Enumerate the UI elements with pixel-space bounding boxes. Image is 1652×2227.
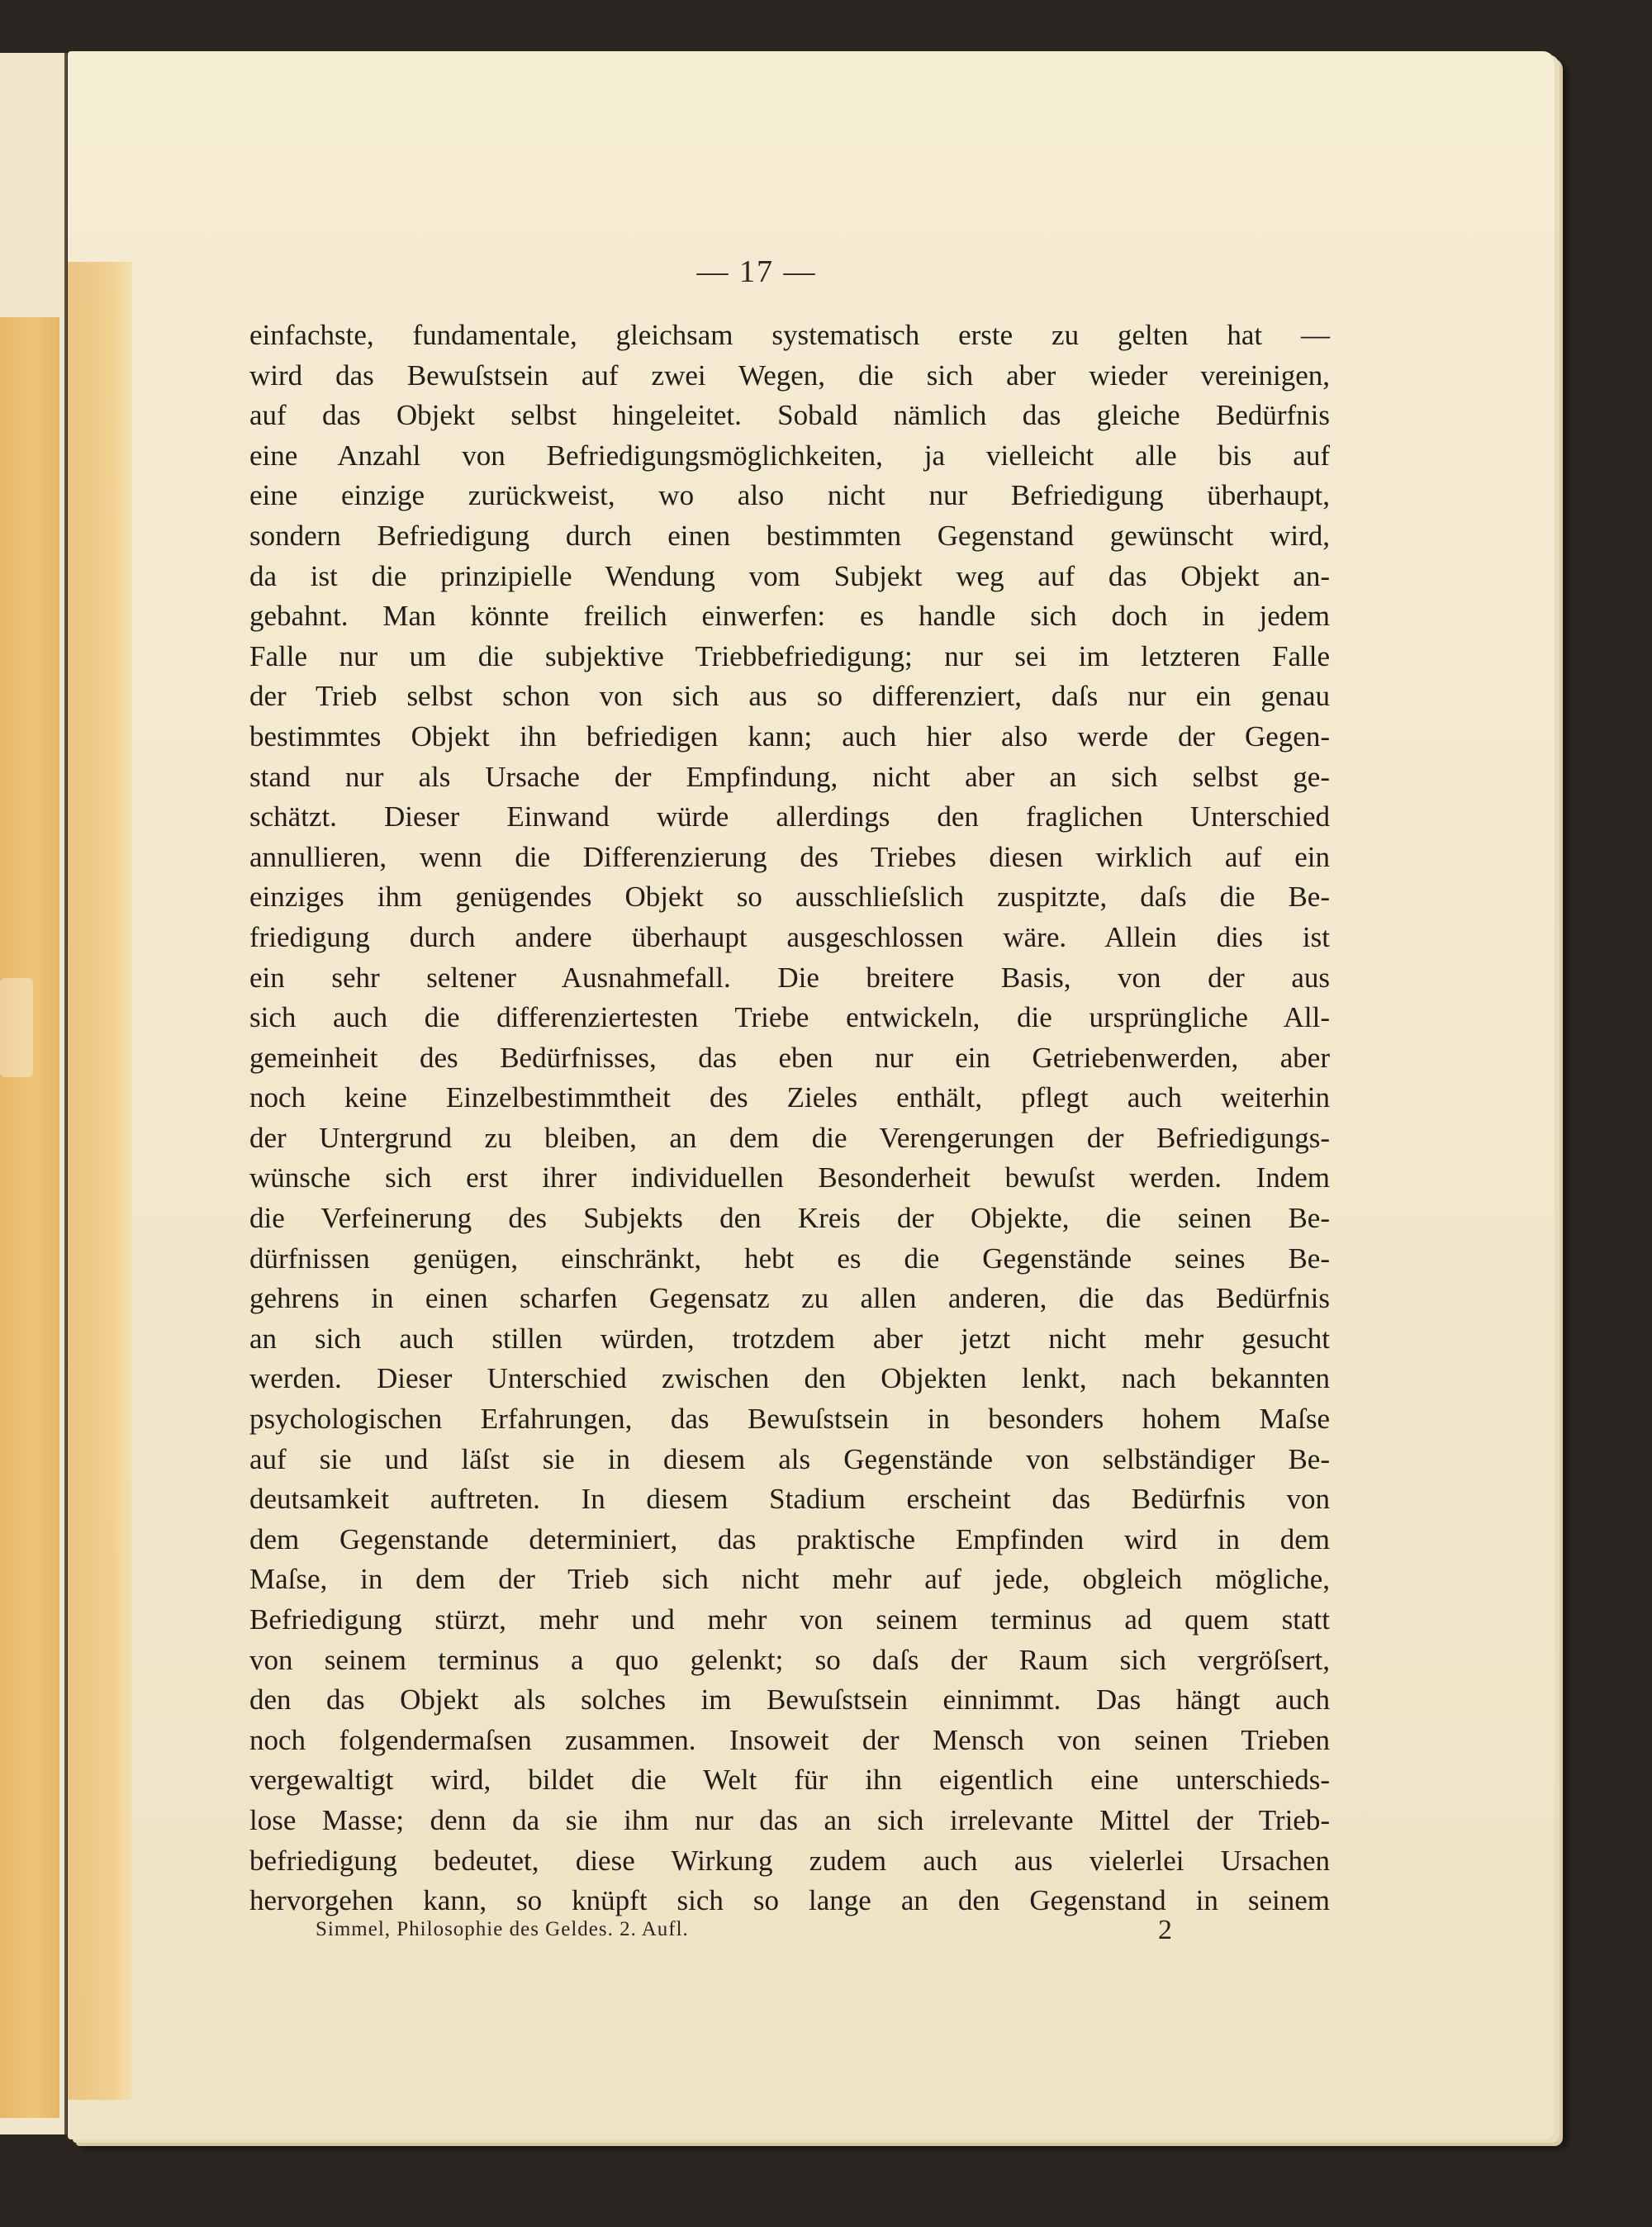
body-text	[249, 316, 1330, 1921]
text-line: Befriedigung stürzt, mehr und mehr von seinem terminus ad quem statt	[249, 1603, 1330, 1636]
text-line: da ist die prinzipielle Wendung vom Subjekt weg auf das Objekt an-	[249, 559, 1330, 592]
book-page	[68, 51, 1555, 2139]
text-line: Maſse, in dem der Trieb sich nicht mehr auf jede, obgleich mögliche,	[249, 1563, 1330, 1596]
text-line: hervorgehen kann, so knüpft sich so lange an den Gegenstand in seinem	[249, 1884, 1330, 1917]
text-line: gemeinheit des Bedürfnisses, das eben nur ein Getriebenwerden, aber	[249, 1041, 1330, 1074]
text-line: befriedigung bedeutet, diese Wirkung zudem auch aus vielerlei Ursachen	[249, 1844, 1330, 1877]
text-line: stand nur als Ursache der Empfindung, nicht aber an sich selbst ge-	[249, 760, 1330, 793]
text-line: an sich auch stillen würden, trotzdem aber jetzt nicht mehr gesucht	[249, 1322, 1330, 1355]
text-line: auf sie und läſst sie in diesem als Gegenstände von selbständiger Be-	[249, 1442, 1330, 1475]
text-line: bestimmtes Objekt ihn befriedigen kann; auch hier also werde der Gegen-	[249, 719, 1330, 753]
text-line: schätzt. Dieser Einwand würde allerdings den fraglichen Unterschied	[249, 800, 1330, 833]
text-line: psychologischen Erfahrungen, das Bewuſstsein in besonders hohem Maſse	[249, 1403, 1330, 1436]
text-line: noch keine Einzelbestimmtheit des Zieles enthält, pflegt auch weiterhin	[249, 1081, 1330, 1114]
binding-tape	[68, 262, 132, 2100]
text-line: von seinem terminus a quo gelenkt; so daſs der Raum sich vergröſsert,	[249, 1643, 1330, 1676]
text-line: eine Anzahl von Befriedigungsmöglichkeiten, ja vielleicht alle bis auf	[249, 439, 1330, 472]
page-footer	[249, 1915, 1330, 1948]
binding-tape-left	[0, 317, 59, 2118]
text-line: friedigung durch andere überhaupt ausgeschlossen wäre. Allein dies ist	[249, 920, 1330, 953]
facing-page-edge	[0, 53, 67, 2134]
text-line: sondern Befriedigung durch einen bestimmten Gegenstand gewünscht wird,	[249, 519, 1330, 552]
text-line: wird das Bewuſstsein auf zwei Wegen, die sich aber wieder vereinigen,	[249, 359, 1330, 392]
tape-glare	[0, 978, 33, 1077]
text-line: gehrens in einen scharfen Gegensatz zu allen anderen, die das Bedürfnis	[249, 1282, 1330, 1315]
text-line: der Trieb selbst schon von sich aus so differenziert, daſs nur ein genau	[249, 680, 1330, 713]
text-line: die Verfeinerung des Subjekts den Kreis der Objekte, die seinen Be-	[249, 1202, 1330, 1235]
text-line: dürfnissen genügen, einschränkt, hebt es die Gegenstände seines Be-	[249, 1242, 1330, 1275]
text-line: dem Gegenstande determiniert, das praktische Empfinden wird in dem	[249, 1522, 1330, 1555]
text-line: deutsamkeit auftreten. In diesem Stadium erscheint das Bedürfnis von	[249, 1483, 1330, 1516]
text-line: ein sehr seltener Ausnahmefall. Die breitere Basis, von der aus	[249, 961, 1330, 994]
text-line: wünsche sich erst ihrer individuellen Besonderheit bewuſst werden. Indem	[249, 1161, 1330, 1194]
text-line: noch folgendermaſsen zusammen. Insoweit der Mensch von seinen Trieben	[249, 1723, 1330, 1756]
text-line: einfachste, fundamentale, gleichsam systematisch erste zu gelten hat —	[249, 319, 1330, 351]
text-line: lose Masse; denn da sie ihm nur das an sich irrelevante Mittel der Trieb-	[249, 1803, 1330, 1836]
signature-mark: 2	[1158, 1915, 1172, 1945]
footer-title: Simmel, Philosophie des Geldes. 2. Aufl.	[316, 1918, 689, 1940]
text-line: vergewaltigt wird, bildet die Welt für ihn eigentlich eine unterschieds-	[249, 1764, 1330, 1797]
text-line: annullieren, wenn die Differenzierung des Triebes diesen wirklich auf ein	[249, 840, 1330, 873]
text-line: sich auch die differenziertesten Triebe entwickeln, die ursprüngliche All-	[249, 1001, 1330, 1034]
text-line: eine einzige zurückweist, wo also nicht nur Befriedigung überhaupt,	[249, 479, 1330, 512]
text-line: der Untergrund zu bleiben, an dem die Verengerungen der Befriedigungs-	[249, 1121, 1330, 1154]
text-line: einziges ihm genügendes Objekt so ausschlieſslich zuspitzte, daſs die Be-	[249, 881, 1330, 914]
text-line: Falle nur um die subjektive Triebbefriedigung; nur sei im letzteren Falle	[249, 639, 1330, 672]
page-number: — 17 —	[696, 254, 817, 289]
text-line: den das Objekt als solches im Bewuſstsein einnimmt. Das hängt auch	[249, 1683, 1330, 1717]
text-line: gebahnt. Man könnte freilich einwerfen: es handle sich doch in jedem	[249, 600, 1330, 633]
text-line: werden. Dieser Unterschied zwischen den Objekten lenkt, nach bekannten	[249, 1362, 1330, 1395]
text-line: auf das Objekt selbst hingeleitet. Sobald nämlich das gleiche Bedürfnis	[249, 399, 1330, 432]
